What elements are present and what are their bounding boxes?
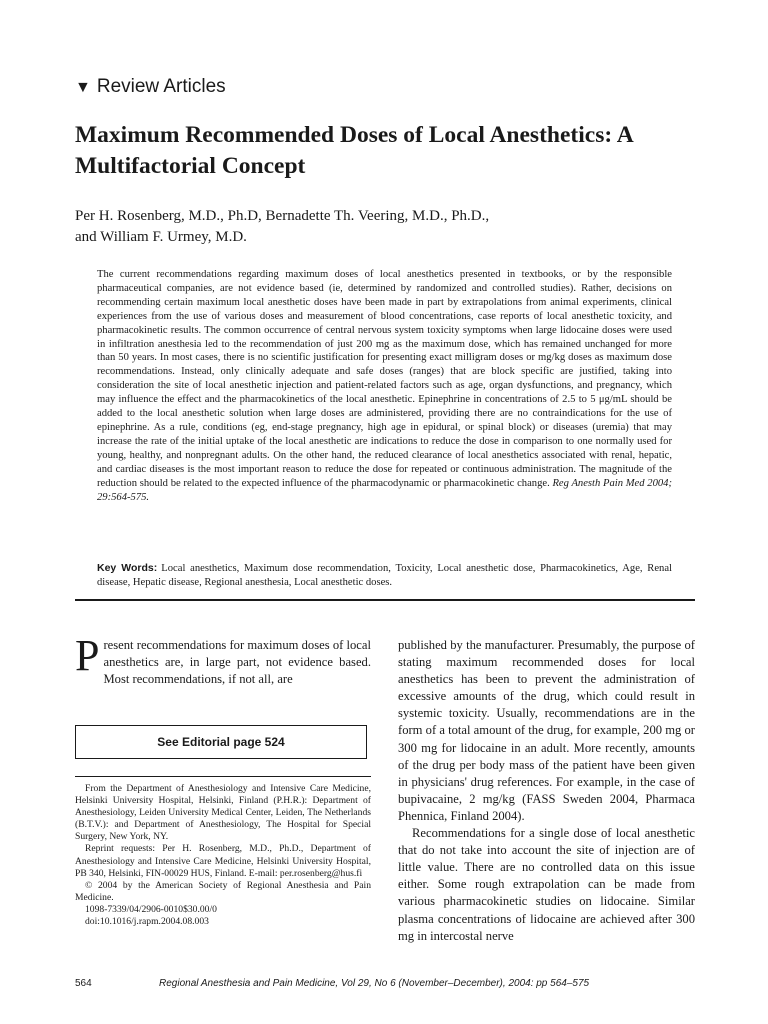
- right-paragraph-2: Recommendations for a single dose of local anesthetic that do not take into account the site of injection are of little value. There are no controlled data on this issue either. Some rough extrapolation can be made from various pharmacokinetic studies on lidocaine. Similar plasma concentrations of lidocaine are achieved after 300 mg in intercostal nerve: [398, 826, 695, 943]
- authors-line-1: Per H. Rosenberg, M.D., Ph.D, Bernadette Th. Veering, M.D., Ph.D.,: [75, 208, 490, 224]
- article-title: Maximum Recommended Doses of Local Anesthetics: A Multifactorial Concept: [75, 122, 633, 179]
- abstract-body: The current recommendations regarding maximum doses of local anesthetics presented in textbooks, or by the responsible pharmaceutical companies, are not evidence based (ie, determined by randomized and controlled studies). Rather, decisions on recommending certain maximum local anesthetic doses have been made in part by extrapolations from animal experiments, clinical experiences from the use of various doses and measurement of blood concentrations, case reports of local anesthetic toxicity, and pharmacokinetic results. The common occurrence of central nervous system toxicity symptoms when large lidocaine doses were used in infiltration anesthesia led to the recommendation of just 200 mg as the maximum dose, which has remained unchanged for more than 50 years. In most cases, there is no scientific justification for presenting exact milligram doses or mg/kg doses as maximum dose recommendations. Instead, only clinically adequate and safe doses (ranges) that are block specific are justified, taking into consideration the site of local anesthetic injection and patient-related factors such as age, organ dysfunctions, and pregnancy, which may influence the effect and the pharmacokinetics of the local anesthetic. Epinephrine in concentrations of 2.5 to 5 μg/mL should be added to the local anesthetic solution when large doses are administered, providing there are no contraindications for the use of epinephrine. As a rule, conditions (eg, end-stage pregnancy, high age in epidural, or spinal block) or diseases (uremia) that may increase the rate of the initial uptake of the local anesthetic are indications to reduce the dose in comparison to one normally used for young, healthy, and nonpregnant adults. On the other hand, the reduced clearance of local anesthetics associated with renal, hepatic, and cardiac diseases is the most important reason to reduce the dose for repeated or continuous administration. The magnitude of the reduction should be related to the expected influence of the pharmacodynamic or pharmacokinetic change.: [97, 269, 672, 489]
- footnote-doi[interactable]: doi:10.1016/j.rapm.2004.08.003: [85, 916, 209, 928]
- footnote-divider: [75, 776, 371, 777]
- keywords-label: Key Words:: [97, 562, 158, 574]
- section-label: [75, 76, 226, 98]
- intro-paragraph: [75, 631, 371, 688]
- intro-paragraph-text: resent recommendations for maximum doses of local anesthetics are, in large part, not evidence based. Most recommendations, if not all, are: [103, 638, 371, 687]
- footnote-affiliation: From the Department of Anesthesiology and Intensive Care Medicine, Helsinki University Hospital, Helsinki, Finland (P.H.R.): Department of Anesthesiology, Leiden University Medical Center, Leiden, The Netherlands (B.T.V.): and Department of Anesthesiology, The Hospital for Special Surgery, New York, NY.: [75, 783, 371, 843]
- page-number: 564: [75, 978, 92, 989]
- keywords: [97, 561, 672, 590]
- body-column-left: [75, 631, 371, 688]
- body-column-right: [398, 637, 695, 945]
- footnote-reprint: Reprint requests: Per H. Rosenberg, M.D., Ph.D., Department of Anesthesiology and Intensive Care Medicine, Helsinki University Hospital, PB 340, Helsinki, FIN-00029 HUS, Finland. E-mail: per.rosenberg@hus.fi: [75, 843, 371, 879]
- triangle-down-icon: ▼: [75, 79, 91, 96]
- journal-citation: Regional Anesthesia and Pain Medicine, Vol 29, No 6 (November–December), 2004: pp 564–575: [159, 978, 590, 989]
- footnote-copyright: © 2004 by the American Society of Regional Anesthesia and Pain Medicine.: [75, 879, 371, 903]
- section-divider: [75, 599, 695, 601]
- section-label-text: Review Articles: [96, 76, 226, 97]
- authors-line-2: and William F. Urmey, M.D.: [75, 229, 247, 245]
- footnotes: [75, 783, 371, 928]
- dropcap: P: [75, 631, 100, 680]
- footnote-issn: 1098-7339/04/2906-0010$30.00/0: [85, 903, 217, 915]
- abstract: [97, 268, 672, 504]
- keywords-text: Local anesthetics, Maximum dose recommendation, Toxicity, Local anesthetic dose, Pharmacokinetics, Age, Renal disease, Hepatic disease, Regional anesthesia, Local anesthetic doses.: [97, 563, 673, 588]
- editorial-link-box[interactable]: See Editorial page 524: [75, 725, 367, 759]
- right-paragraph-1: published by the manufacturer. Presumably, the purpose of stating maximum recommended doses for local anesthetics has been to prevent the administration of excessive amounts of the drug, which could result in systemic toxicity. Usually, recommendations are in the form of a total amount of the drug, for example, 200 mg or 300 mg for lidocaine in an adult. More recently, amounts of the drug per body mass of the patient have been given in physicians' drug references. For example, in the case of bupivacaine, 2 mg/kg (FASS Sweden 2004, Pharmaca Phennica, Finland 2004).: [398, 638, 695, 823]
- abstract-citation: Reg Anesth Pain Med 2004; 29:564-575.: [97, 477, 672, 503]
- authors: [75, 206, 695, 248]
